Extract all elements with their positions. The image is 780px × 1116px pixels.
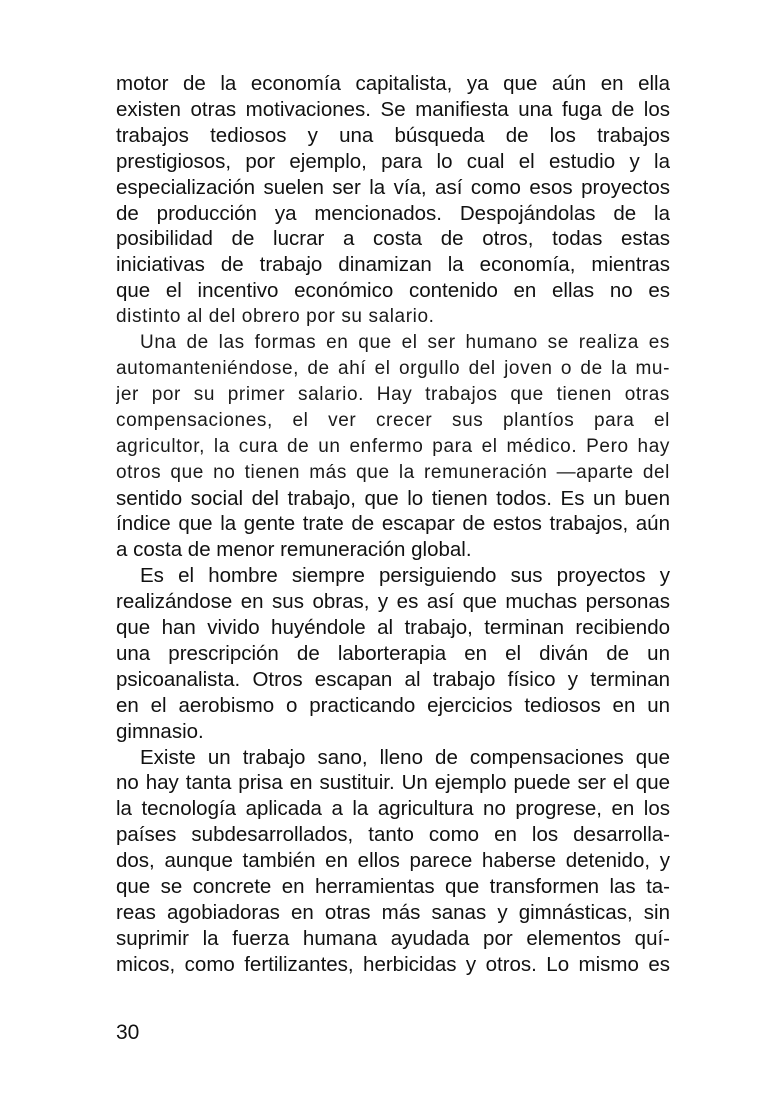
text-line: gimnasio. [116,719,204,743]
text-line: dos, aunque también en ellos parece haberse detenido, y [116,849,670,873]
text-line: micos, como fertilizantes, herbicidas y otros. Lo mismo es [116,952,670,976]
text-line: a costa de menor remuneración global. [116,538,472,562]
text-line: compensaciones, el ver crecer sus plantíos para el [116,409,670,431]
page-number: 30 [116,1021,140,1044]
body-text [116,71,670,978]
text-line: no hay tanta prisa en sustituir. Un ejemplo puede ser el que [116,771,670,795]
text-line: especialización suelen ser la vía, así como esos proyectos [116,175,670,199]
text-line: Una de las formas en que el ser humano se realiza es [140,332,670,354]
text-line: que se concrete en herramientas que transformen las ta- [116,875,670,899]
text-line: automanteniéndose, de ahí el orgullo del joven o de la mu- [116,357,670,379]
text-line: que el incentivo económico contenido en ellas no es [116,279,670,303]
text-line: motor de la economía capitalista, ya que aún en ella [116,72,670,95]
text-line: realizándose en sus obras, y es así que muchas personas [116,590,670,614]
text-line: jer por su primer salario. Hay trabajos que tienen otras [116,383,670,405]
text-line: iniciativas de trabajo dinamizan la economía, mientras [116,253,670,277]
text-line: existen otras motivaciones. Se manifiesta una fuga de los [116,97,670,121]
text-line: Existe un trabajo sano, lleno de compensaciones que [140,745,670,769]
text-line: una prescripción de laborterapia en el diván de un [116,641,670,665]
text-line: países subdesarrollados, tanto como en los desarrolla- [116,823,670,847]
text-line: distinto al del obrero por su salario. [116,306,435,328]
text-line: posibilidad de lucrar a costa de otros, todas estas [116,227,670,251]
text-line: en el aerobismo o practicando ejercicios tediosos en un [116,693,670,717]
text-line: trabajos tediosos y una búsqueda de los trabajos [116,123,670,147]
text-line: otros que no tienen más que la remuneración —aparte del [116,461,670,483]
text-line: prestigiosos, por ejemplo, para lo cual el estudio y la [116,149,670,173]
text-line: la tecnología aplicada a la agricultura no progrese, en los [116,797,670,821]
text-line: suprimir la fuerza humana ayudada por elementos quí- [116,926,670,950]
text-line: reas agobiadoras en otras más sanas y gimnásticas, sin [116,901,670,924]
text-line: de producción ya mencionados. Despojándolas de la [116,201,670,225]
text-line: agricultor, la cura de un enfermo para el médico. Pero hay [116,435,670,457]
text-line: índice que la gente trate de escapar de estos trabajos, aún [116,512,670,536]
text-line: Es el hombre siempre persiguiendo sus proyectos y [140,564,670,588]
text-line: que han vivido huyéndole al trabajo, terminan recibiendo [116,616,670,640]
text-line: psicoanalista. Otros escapan al trabajo físico y terminan [116,667,670,691]
text-line: sentido social del trabajo, que lo tienen todos. Es un buen [116,486,670,510]
